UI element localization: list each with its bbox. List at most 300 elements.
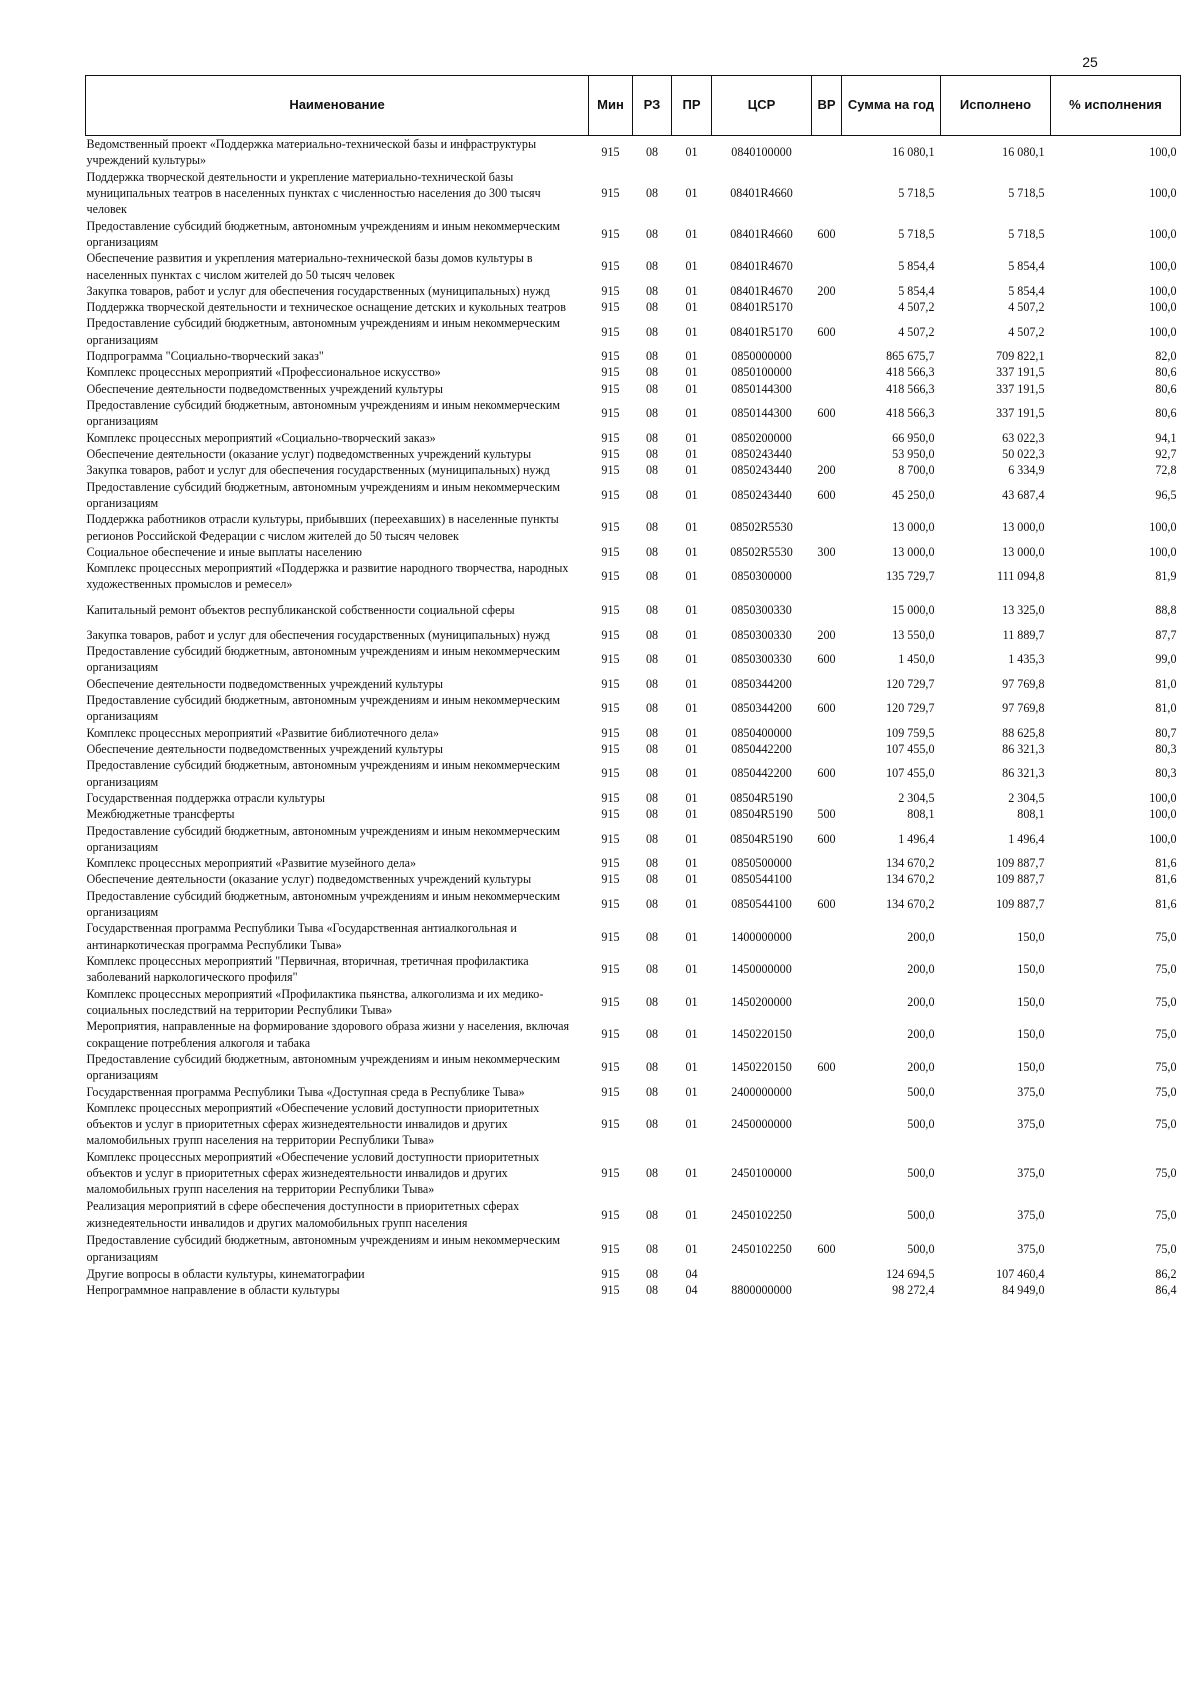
row-sum: 13 000,0 <box>892 520 935 535</box>
row-sum: 5 718,5 <box>898 185 935 200</box>
row-sum: 124 694,5 <box>886 1266 935 1281</box>
row-pr: 01 <box>685 324 698 339</box>
row-pct: 80,6 <box>1155 381 1177 396</box>
row-csr: 08401R5170 <box>730 300 793 315</box>
row-done: 43 687,4 <box>1002 487 1045 502</box>
row-sum: 15 000,0 <box>892 602 935 617</box>
row-vr <box>812 1149 842 1198</box>
row-csr: 0850500000 <box>731 856 792 871</box>
row-pct: 80,6 <box>1155 365 1177 380</box>
row-done: 808,1 <box>1017 807 1045 822</box>
row-csr: 2450102250 <box>731 1241 792 1256</box>
row-pr: 01 <box>685 406 698 421</box>
row-pr: 01 <box>685 381 698 396</box>
table-row <box>86 1051 1181 1084</box>
table-row <box>86 1282 1181 1298</box>
row-csr: 1450220150 <box>731 1060 792 1075</box>
row-csr: 0850344200 <box>731 701 792 716</box>
row-min: 915 <box>601 725 620 740</box>
row-done: 375,0 <box>1017 1241 1045 1256</box>
row-rz: 08 <box>645 1166 659 1181</box>
row-rz: 08 <box>645 145 659 160</box>
row-sum: 808,1 <box>907 807 935 822</box>
row-csr: 2450100000 <box>731 1166 792 1181</box>
row-min: 915 <box>601 766 620 781</box>
row-pct: 87,7 <box>1155 627 1177 642</box>
row-csr: 0850442200 <box>731 741 792 756</box>
row-rz: 08 <box>645 226 659 241</box>
row-name: Государственная программа Республики Тыва «Государственная антиалкогольная и антинаркотическая программа Республики Тыва» <box>86 921 517 952</box>
row-rz: 08 <box>645 300 659 315</box>
row-pct: 86,4 <box>1155 1283 1177 1297</box>
row-vr <box>812 725 842 741</box>
row-rz: 08 <box>645 1027 659 1042</box>
row-min: 915 <box>601 1207 620 1222</box>
row-csr: 08504R5190 <box>730 790 793 805</box>
row-pct: 99,0 <box>1155 652 1177 667</box>
col-rz-header: РЗ <box>633 76 672 136</box>
row-csr: 0850243440 <box>731 487 792 502</box>
row-sum: 1 496,4 <box>898 831 935 846</box>
row-pct: 88,8 <box>1155 602 1177 617</box>
row-done: 86 321,3 <box>1002 741 1045 756</box>
row-min: 915 <box>601 807 620 822</box>
row-csr: 0850300330 <box>731 602 792 617</box>
row-vr: 600 <box>817 487 836 502</box>
row-min: 915 <box>601 145 620 160</box>
row-pr: 01 <box>685 602 698 617</box>
row-csr: 0850300330 <box>731 652 792 667</box>
row-sum: 135 729,7 <box>886 569 935 584</box>
row-name: Закупка товаров, работ и услуг для обеспечения государственных (муниципальных) нужд <box>86 627 550 642</box>
row-vr <box>812 920 842 953</box>
table-row <box>86 823 1181 856</box>
row-done: 337 191,5 <box>996 381 1045 396</box>
row-vr: 600 <box>817 701 836 716</box>
row-sum: 5 854,4 <box>898 259 935 274</box>
table-row <box>86 381 1181 397</box>
row-vr <box>812 1266 842 1282</box>
row-pct: 75,0 <box>1155 1241 1177 1256</box>
row-pr: 04 <box>685 1266 698 1281</box>
row-sum: 53 950,0 <box>892 446 935 461</box>
row-name: Комплекс процессных мероприятий «Обеспечение условий доступности приоритетных объектов и услуг в приоритетных сферах жизнедеятельности инвалидов и других маломобильных групп населения на территории Республики Тыва» <box>86 1100 540 1148</box>
row-rz: 08 <box>645 725 659 740</box>
row-name: Предоставление субсидий бюджетным, автономным учреждениям и иным некоммерческим организациям <box>86 1233 560 1264</box>
row-done: 5 854,4 <box>1008 259 1045 274</box>
row-rz: 08 <box>645 962 659 977</box>
row-sum: 120 729,7 <box>886 701 935 716</box>
row-vr <box>812 430 842 446</box>
row-sum: 13 550,0 <box>892 627 935 642</box>
row-name: Межбюджетные трансферты <box>86 807 235 822</box>
table-row <box>86 790 1181 806</box>
row-vr: 600 <box>817 324 836 339</box>
row-min: 915 <box>601 365 620 380</box>
row-vr: 600 <box>817 652 836 667</box>
row-pr: 01 <box>685 962 698 977</box>
row-min: 915 <box>601 929 620 944</box>
table-row <box>86 593 1181 627</box>
row-rz: 08 <box>645 1266 659 1281</box>
row-rz: 08 <box>645 896 659 911</box>
row-min: 915 <box>601 1027 620 1042</box>
row-pct: 80,3 <box>1155 766 1177 781</box>
row-vr: 600 <box>817 226 836 241</box>
row-done: 109 887,7 <box>996 896 1045 911</box>
row-vr <box>812 741 842 757</box>
row-vr <box>812 446 842 462</box>
row-sum: 200,0 <box>907 1060 935 1075</box>
row-done: 16 080,1 <box>1002 145 1045 160</box>
row-name: Закупка товаров, работ и услуг для обеспечения государственных (муниципальных) нужд <box>86 283 550 298</box>
row-csr <box>712 1266 812 1282</box>
row-vr: 600 <box>817 1241 836 1256</box>
row-csr: 08504R5190 <box>730 831 793 846</box>
row-rz: 08 <box>645 676 659 691</box>
row-vr: 600 <box>817 831 836 846</box>
row-rz: 08 <box>645 569 659 584</box>
row-sum: 5 718,5 <box>898 226 935 241</box>
row-rz: 08 <box>645 741 659 756</box>
row-name: Реализация мероприятий в сфере обеспечения доступности в приоритетных сферах жизнедеятельности инвалидов и других маломобильных групп населения <box>86 1199 520 1230</box>
table-row <box>86 348 1181 364</box>
row-name: Капитальный ремонт объектов республиканской собственности социальной сферы <box>86 602 515 617</box>
row-name: Ведомственный проект «Поддержка материально-технической базы и инфраструктуры учреждений культуры» <box>86 137 537 168</box>
row-csr: 0850243440 <box>731 446 792 461</box>
row-sum: 500,0 <box>907 1166 935 1181</box>
row-done: 375,0 <box>1017 1207 1045 1222</box>
row-pr: 01 <box>685 1241 698 1256</box>
row-csr: 1450000000 <box>731 962 792 977</box>
row-vr: 600 <box>817 766 836 781</box>
row-sum: 45 250,0 <box>892 487 935 502</box>
row-rz: 08 <box>645 994 659 1009</box>
row-done: 111 094,8 <box>997 569 1045 584</box>
row-min: 915 <box>601 896 620 911</box>
row-pr: 01 <box>685 1207 698 1222</box>
row-min: 915 <box>601 602 620 617</box>
table-row <box>86 1232 1181 1266</box>
col-min-header: Мин <box>589 76 633 136</box>
row-done: 150,0 <box>1017 1027 1045 1042</box>
row-pct: 81,6 <box>1155 872 1177 887</box>
table-row <box>86 169 1181 218</box>
row-csr: 08502R5530 <box>730 520 793 535</box>
row-name: Обеспечение деятельности подведомственных учреждений культуры <box>86 741 443 756</box>
row-vr <box>812 593 842 627</box>
col-pct-header: % исполнения <box>1051 76 1181 136</box>
row-vr <box>812 1282 842 1298</box>
row-done: 1 496,4 <box>1008 831 1045 846</box>
row-pct: 75,0 <box>1155 1117 1177 1132</box>
row-name: Комплекс процессных мероприятий «Профессиональное искусство» <box>86 365 441 380</box>
row-name: Государственная поддержка отрасли культуры <box>86 790 326 805</box>
row-pct: 75,0 <box>1155 1084 1177 1099</box>
row-rz: 08 <box>645 1283 659 1297</box>
row-rz: 08 <box>645 463 659 478</box>
table-row <box>86 806 1181 822</box>
row-name: Обеспечение деятельности (оказание услуг) подведомственных учреждений культуры <box>86 872 532 887</box>
row-name: Комплекс процессных мероприятий «Профилактика пьянства, алкоголизма и их медико-социальных последствий на территории Республики Тыва» <box>86 986 544 1017</box>
row-sum: 120 729,7 <box>886 676 935 691</box>
row-done: 375,0 <box>1017 1084 1045 1099</box>
row-done: 86 321,3 <box>1002 766 1045 781</box>
row-pr: 01 <box>685 259 698 274</box>
row-vr <box>812 871 842 887</box>
row-sum: 500,0 <box>907 1117 935 1132</box>
row-pr: 01 <box>685 652 698 667</box>
table-row <box>86 446 1181 462</box>
row-vr: 600 <box>817 1060 836 1075</box>
row-rz: 08 <box>645 790 659 805</box>
row-pr: 01 <box>685 994 698 1009</box>
table-row <box>86 1018 1181 1051</box>
row-name: Поддержка творческой деятельности и техническое оснащение детских и кукольных театров <box>86 300 566 315</box>
row-pct: 80,7 <box>1155 725 1177 740</box>
row-min: 915 <box>601 872 620 887</box>
row-sum: 1 450,0 <box>898 652 935 667</box>
row-name: Поддержка творческой деятельности и укрепление материально-технической базы муниципальных театров в населенных пунктах с численностью населения до 300 тысяч человек <box>86 169 541 217</box>
row-rz: 08 <box>645 544 659 559</box>
row-pct: 96,5 <box>1155 487 1177 502</box>
row-name: Предоставление субсидий бюджетным, автономным учреждениям и иным некоммерческим организациям <box>86 316 560 347</box>
row-sum: 500,0 <box>907 1084 935 1099</box>
row-name: Комплекс процессных мероприятий «Развитие библиотечного дела» <box>86 725 440 740</box>
row-pct: 100,0 <box>1149 520 1177 535</box>
row-pct: 72,8 <box>1155 463 1177 478</box>
row-csr: 1450200000 <box>731 994 792 1009</box>
row-name: Предоставление субсидий бюджетным, автономным учреждениям и иным некоммерческим организациям <box>86 693 560 724</box>
table-row <box>86 299 1181 315</box>
row-pct: 75,0 <box>1155 1060 1177 1075</box>
row-done: 375,0 <box>1017 1166 1045 1181</box>
row-sum: 418 566,3 <box>886 365 935 380</box>
row-min: 915 <box>601 856 620 871</box>
row-name: Непрограммное направление в области культуры <box>86 1283 340 1297</box>
row-min: 915 <box>601 185 620 200</box>
row-done: 107 460,4 <box>996 1266 1045 1281</box>
row-pct: 80,6 <box>1155 406 1177 421</box>
table-row <box>86 283 1181 299</box>
row-done: 63 022,3 <box>1002 430 1045 445</box>
row-name: Социальное обеспечение и иные выплаты населению <box>86 544 362 559</box>
col-vr-header: ВР <box>812 76 842 136</box>
row-csr: 08502R5530 <box>730 544 793 559</box>
row-csr: 0850200000 <box>731 430 792 445</box>
row-vr <box>812 676 842 692</box>
row-csr: 2400000000 <box>731 1084 792 1099</box>
table-row <box>86 511 1181 544</box>
row-pct: 75,0 <box>1155 1207 1177 1222</box>
budget-table <box>85 75 1181 1298</box>
row-rz: 08 <box>645 406 659 421</box>
row-pr: 01 <box>685 929 698 944</box>
table-row <box>86 315 1181 348</box>
row-csr: 08401R4670 <box>730 259 793 274</box>
row-rz: 08 <box>645 766 659 781</box>
row-pr: 01 <box>685 741 698 756</box>
row-rz: 08 <box>645 872 659 887</box>
row-name: Предоставление субсидий бюджетным, автономным учреждениям и иным некоммерческим организациям <box>86 758 560 789</box>
row-pct: 82,0 <box>1155 349 1177 364</box>
row-done: 109 887,7 <box>996 872 1045 887</box>
row-vr: 300 <box>817 544 836 559</box>
row-min: 915 <box>601 520 620 535</box>
row-pct: 75,0 <box>1155 1027 1177 1042</box>
row-pr: 04 <box>685 1283 698 1297</box>
row-min: 915 <box>601 1241 620 1256</box>
row-name: Предоставление субсидий бюджетным, автономным учреждениям и иным некоммерческим организациям <box>86 823 560 854</box>
row-sum: 500,0 <box>907 1207 935 1222</box>
row-done: 11 889,7 <box>1002 627 1045 642</box>
table-row <box>86 1149 1181 1198</box>
row-done: 97 769,8 <box>1002 701 1045 716</box>
row-csr: 0850300000 <box>731 569 792 584</box>
row-min: 915 <box>601 962 620 977</box>
row-min: 915 <box>601 676 620 691</box>
row-sum: 4 507,2 <box>898 324 935 339</box>
row-done: 4 507,2 <box>1008 300 1045 315</box>
row-csr: 0850544100 <box>731 896 792 911</box>
row-sum: 4 507,2 <box>898 300 935 315</box>
row-min: 915 <box>601 741 620 756</box>
row-min: 915 <box>601 1166 620 1181</box>
row-sum: 418 566,3 <box>886 406 935 421</box>
row-csr: 08401R4660 <box>730 185 793 200</box>
table-row <box>86 430 1181 446</box>
row-min: 915 <box>601 701 620 716</box>
row-name: Подпрограмма "Социально-творческий заказ" <box>86 349 324 364</box>
row-pct: 100,0 <box>1149 300 1177 315</box>
row-vr: 200 <box>817 283 836 298</box>
col-done-header: Исполнено <box>941 76 1051 136</box>
row-rz: 08 <box>645 929 659 944</box>
row-done: 13 325,0 <box>1002 602 1045 617</box>
row-pct: 81,0 <box>1155 701 1177 716</box>
row-pct: 100,0 <box>1149 324 1177 339</box>
table-row <box>86 364 1181 380</box>
row-pr: 01 <box>685 349 698 364</box>
row-rz: 08 <box>645 365 659 380</box>
row-csr: 08504R5190 <box>730 807 793 822</box>
row-rz: 08 <box>645 487 659 502</box>
row-pr: 01 <box>685 1084 698 1099</box>
row-vr <box>812 855 842 871</box>
row-rz: 08 <box>645 627 659 642</box>
row-sum: 107 455,0 <box>886 766 935 781</box>
row-csr: 0850000000 <box>731 349 792 364</box>
row-csr: 0850144300 <box>731 381 792 396</box>
table-row <box>86 953 1181 986</box>
row-pr: 01 <box>685 520 698 535</box>
row-min: 915 <box>601 259 620 274</box>
row-pct: 100,0 <box>1149 831 1177 846</box>
row-pr: 01 <box>685 896 698 911</box>
row-rz: 08 <box>645 1060 659 1075</box>
row-min: 915 <box>601 1060 620 1075</box>
row-pct: 75,0 <box>1155 1166 1177 1181</box>
row-pr: 01 <box>685 807 698 822</box>
row-pr: 01 <box>685 185 698 200</box>
row-vr <box>812 364 842 380</box>
row-rz: 08 <box>645 185 659 200</box>
row-min: 915 <box>601 1084 620 1099</box>
row-pct: 100,0 <box>1149 790 1177 805</box>
row-done: 13 000,0 <box>1002 544 1045 559</box>
row-csr: 2450000000 <box>731 1117 792 1132</box>
table-row <box>86 462 1181 478</box>
row-vr: 500 <box>817 807 836 822</box>
row-pct: 80,3 <box>1155 741 1177 756</box>
row-pr: 01 <box>685 725 698 740</box>
row-vr <box>812 986 842 1019</box>
row-done: 150,0 <box>1017 962 1045 977</box>
row-name: Предоставление субсидий бюджетным, автономным учреждениям и иным некоммерческим организациям <box>86 888 560 920</box>
row-pct: 75,0 <box>1155 929 1177 944</box>
row-sum: 8 700,0 <box>898 463 935 478</box>
row-pct: 92,7 <box>1155 446 1177 461</box>
table-row <box>86 920 1181 953</box>
row-rz: 08 <box>645 831 659 846</box>
page-number: 25 <box>1082 54 1098 70</box>
table-row <box>86 741 1181 757</box>
row-pr: 01 <box>685 790 698 805</box>
row-done: 6 334,9 <box>1008 463 1045 478</box>
row-csr: 0850300330 <box>731 627 792 642</box>
row-done: 337 191,5 <box>996 365 1045 380</box>
row-min: 915 <box>601 446 620 461</box>
row-pct: 81,6 <box>1155 896 1177 911</box>
row-sum: 134 670,2 <box>886 856 935 871</box>
row-rz: 08 <box>645 1241 659 1256</box>
row-csr: 0850243440 <box>731 463 792 478</box>
row-pr: 01 <box>685 463 698 478</box>
row-name: Комплекс процессных мероприятий «Социально-творческий заказ» <box>86 430 436 445</box>
col-pr-header: ПР <box>672 76 712 136</box>
row-pr: 01 <box>685 430 698 445</box>
row-pr: 01 <box>685 872 698 887</box>
row-done: 97 769,8 <box>1002 676 1045 691</box>
row-pr: 01 <box>685 487 698 502</box>
row-name: Обеспечение деятельности подведомственных учреждений культуры <box>86 381 443 396</box>
row-pct: 100,0 <box>1149 807 1177 822</box>
row-pr: 01 <box>685 145 698 160</box>
row-pr: 01 <box>685 766 698 781</box>
row-pct: 81,0 <box>1155 676 1177 691</box>
row-pr: 01 <box>685 365 698 380</box>
row-rz: 08 <box>645 701 659 716</box>
row-name: Обеспечение развития и укрепления материально-технической базы домов культуры в населенных пунктах с числом жителей до 50 тысяч человек <box>86 251 533 282</box>
row-vr: 200 <box>817 463 836 478</box>
row-done: 109 887,7 <box>996 856 1045 871</box>
row-name: Мероприятия, направленные на формирование здорового образа жизни у населения, включая сокращение потребления алкоголя и табака <box>86 1019 570 1050</box>
table-row <box>86 1100 1181 1149</box>
row-done: 1 435,3 <box>1008 652 1045 667</box>
table-row <box>86 1084 1181 1100</box>
row-sum: 107 455,0 <box>886 741 935 756</box>
row-rz: 08 <box>645 349 659 364</box>
table-row <box>86 855 1181 871</box>
table-row <box>86 1198 1181 1232</box>
row-min: 915 <box>601 487 620 502</box>
row-pr: 01 <box>685 544 698 559</box>
row-pr: 01 <box>685 831 698 846</box>
row-min: 915 <box>601 226 620 241</box>
table-row <box>86 397 1181 430</box>
row-csr: 08401R5170 <box>730 324 793 339</box>
row-vr: 200 <box>817 627 836 642</box>
